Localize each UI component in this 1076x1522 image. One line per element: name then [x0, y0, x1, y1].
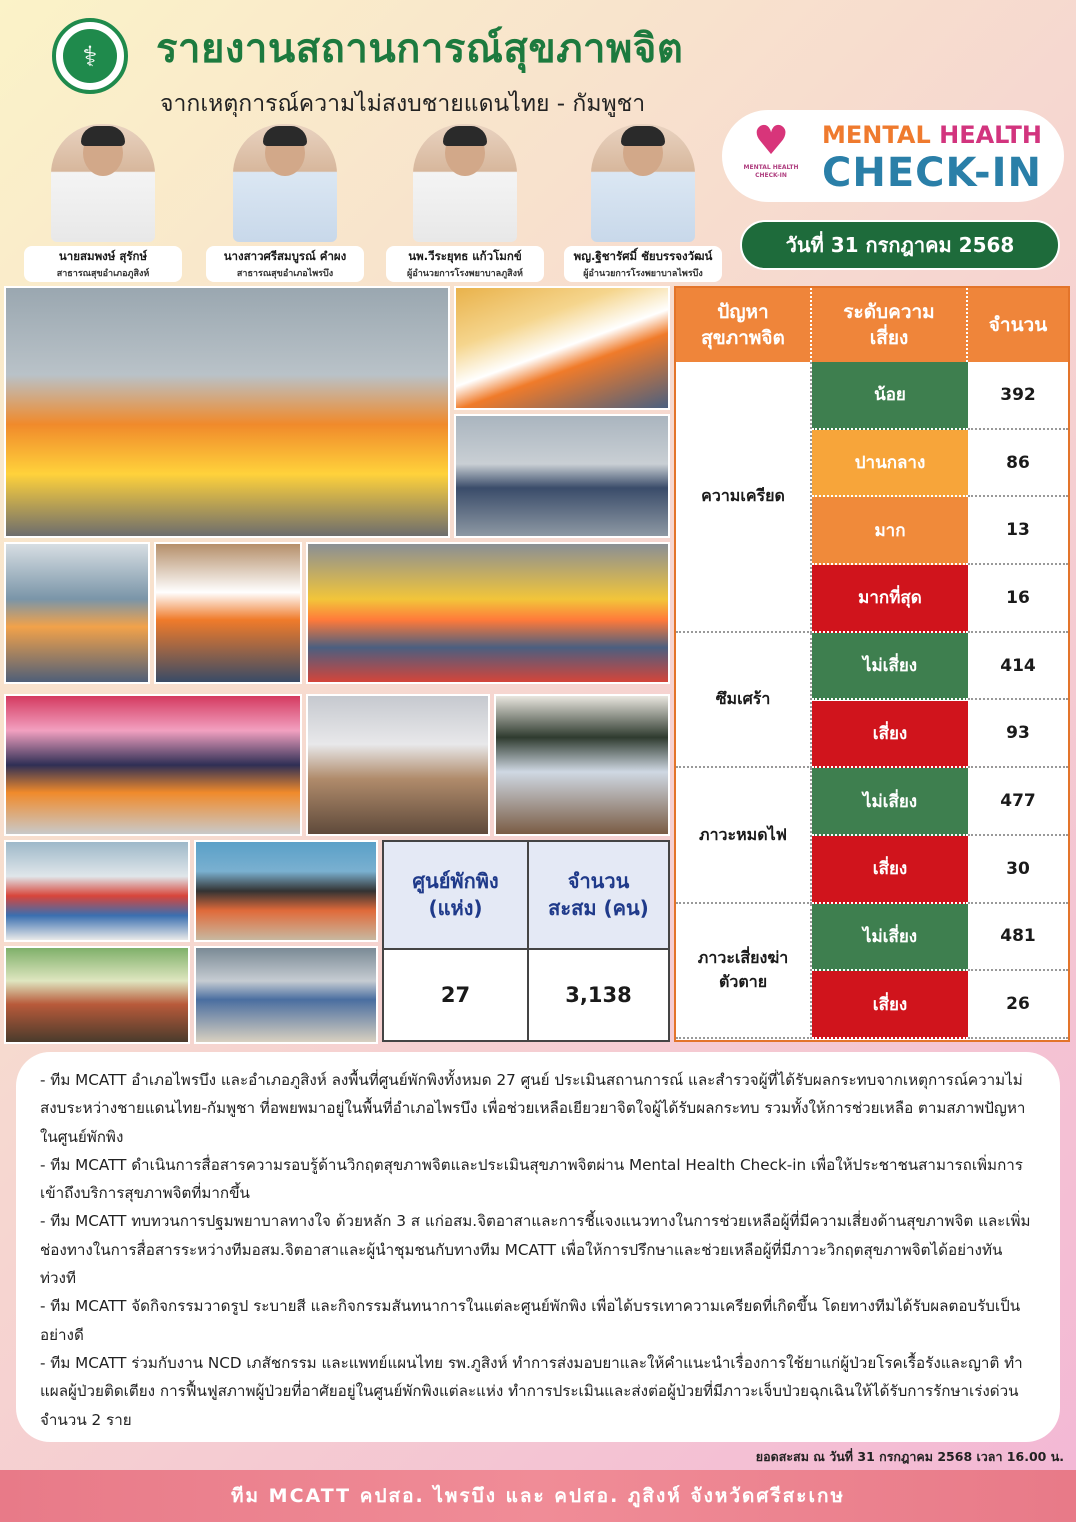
official-name: นพ.วีระยุทธ แก้วโมกข์: [408, 249, 522, 263]
official-name: นางสาวศรีสมบูรณ์ คำผง: [223, 249, 347, 263]
risk-level: ไม่เสี่ยง: [812, 768, 968, 836]
category-line: ภาวะหมดไฟ: [699, 824, 787, 844]
activity-photo: [494, 694, 670, 836]
category-line: ซึมเศร้า: [715, 689, 771, 709]
header-line: ศูนย์พักพิง: [412, 869, 499, 893]
people-count-value: 3,138: [565, 983, 632, 1007]
header-line: ระดับความ: [843, 301, 935, 323]
risk-count: 16: [968, 565, 1068, 633]
header-line: เสี่ยง: [869, 327, 909, 349]
caduceus-icon: ⚕: [63, 29, 117, 83]
heart-brain-icon: ♥: [753, 118, 789, 164]
official-card: [24, 124, 182, 282]
header-line: จำนวน: [988, 314, 1048, 336]
risk-category: [676, 633, 812, 768]
note-item: - ทีม MCATT ดำเนินการสื่อสารความรอบรู้ด้านวิกฤตสุขภาพจิตและประเมินสุขภาพจิตผ่าน Mental Health Check-in เพื่อให้ประชาชนสามารถเพิ่มการเข้าถึงบริการสุขภาพจิตที่มากขึ้น: [40, 1155, 1023, 1203]
risk-category: [676, 768, 812, 903]
header-line: จำนวน: [567, 869, 630, 893]
activity-photo: [454, 414, 670, 538]
risk-count: 481: [968, 904, 1068, 972]
risk-level: มาก: [812, 497, 968, 565]
risk-count: 26: [968, 971, 1068, 1039]
footer-banner: ทีม MCATT คปสอ. ไพรบึง และ คปสอ. ภูสิงห์ จังหวัดศรีสะเกษ: [0, 1470, 1076, 1522]
risk-count: 86: [968, 430, 1068, 498]
official-name: พญ.ฐิชารัศมิ์ ชัยบรรจงวัฒน์: [573, 249, 713, 263]
official-name: นายสมพงษ์ สุรักษ์: [58, 249, 148, 263]
note-item: - ทีม MCATT ร่วมกับงาน NCD เภสัชกรรม และแพทย์แผนไทย รพ.ภูสิงห์ ทำการส่งมอบยาและให้คำแนะนำเรื่องการใช้ยาแก่ผู้ป่วยโรคเรื้อรังและญาติ ทำแผลผู้ป่วยติดเตียง การฟื้นฟูสภาพผู้ป่วยที่อาศัยอยู่ในศูนย์พักพิงแต่ละแห่ง ทำการประเมินและส่งต่อผู้ป่วยที่มีภาวะเจ็บป่วยฉุกเฉินให้ได้รับการรักษาเร่งด่วน จำนวน 2 ราย: [40, 1353, 1023, 1429]
official-photo: [51, 124, 155, 242]
note-item: - ทีม MCATT อำเภอไพรบึง และอำเภอภูสิงห์ ลงพื้นที่ศูนย์พักพิงทั้งหมด 27 ศูนย์ ประเมินสถานการณ์ และสำรวจผู้ที่ได้รับผลกระทบจากเหตุการณ์ความไม่สงบระหว่างชายแดนไทย-กัมพูชา ที่อพยพมาอยู่ในพื้นที่อำเภอไพรบึง เพื่อช่วยเหลือเยียวยาจิตใจผู้ได้รับผลกระทบ รวมทั้งให้การช่วยเหลือ ตามสภาพปัญหาในศูนย์พักพิง: [40, 1071, 1026, 1146]
activity-photo: [306, 694, 490, 836]
shelter-summary-table: [382, 840, 670, 1042]
risk-level: ปานกลาง: [812, 430, 968, 498]
risk-level: เสี่ยง: [812, 836, 968, 904]
checkin-title-bottom: CHECK-IN: [822, 150, 1042, 196]
checkin-logo-text: MENTAL HEALTH CHECK-IN: [743, 164, 799, 179]
checkin-word-mental: MENTAL: [822, 121, 931, 149]
activity-photo: [154, 542, 302, 684]
risk-category: [676, 904, 812, 1039]
header-line: ปัญหา: [717, 301, 769, 323]
category-line: ภาวะเสี่ยงฆ่า: [697, 948, 789, 968]
summary-notes: [16, 1052, 1060, 1442]
official-photo: [591, 124, 695, 242]
activity-photo: [4, 542, 150, 684]
shelter-count-value: 27: [384, 950, 529, 1040]
official-card: [564, 124, 722, 282]
ministry-logo: [52, 18, 128, 94]
checkin-title-top: [822, 121, 1042, 149]
activity-photo: [194, 946, 378, 1044]
risk-level: เสี่ยง: [812, 701, 968, 769]
note-item: - ทีม MCATT จัดกิจกรรมวาดรูป ระบายสี และกิจกรรมสันทนาการในแต่ละศูนย์พักพิง เพื่อได้บรรเทาความเครียดที่เกิดขึ้น โดยทางทีมได้รับผลตอบรับเป็นอย่างดี: [40, 1297, 1021, 1344]
risk-count: 477: [968, 768, 1068, 836]
risk-level: น้อย: [812, 362, 968, 430]
page-subtitle: จากเหตุการณ์ความไม่สงบชายแดนไทย - กัมพูชา: [160, 91, 646, 117]
activity-photo: [454, 286, 670, 410]
risk-count: 13: [968, 497, 1068, 565]
official-card: [206, 124, 364, 282]
note-item: - ทีม MCATT ทบทวนการปฐมพยาบาลทางใจ ด้วยหลัก 3 ส แก่อสม.จิตอาสาและการชี้แจงแนวทางในการช่วยเหลือผู้ที่มีความเสี่ยงด้านสุขภาพจิต และเพิ่มช่องทางในการสื่อสารระหว่างทีมอสม.จิตอาสาและผู้นำชุมชนกับทางทีม MCATT เพื่อให้การปรึกษาและช่วยเหลือผู้ที่มีภาวะวิกฤตสุขภาพจิตได้อย่างทันท่วงที: [40, 1212, 1031, 1288]
risk-level: มากที่สุด: [812, 565, 968, 633]
checkin-logo: [740, 118, 802, 190]
activity-photo: [4, 946, 190, 1044]
header-line: สุขภาพจิต: [701, 327, 785, 349]
official-role: ผู้อำนวยการโรงพยาบาลไพรบึง: [583, 269, 703, 279]
official-card: [386, 124, 544, 282]
activity-photo: [4, 286, 450, 538]
checkin-word-health: HEALTH: [939, 121, 1042, 149]
shelter-count-header: [384, 842, 529, 950]
risk-count: 93: [968, 701, 1068, 769]
as-of-timestamp: ยอดสะสม ณ วันที่ 31 กรกฎาคม 2568 เวลา 16.00 น.: [755, 1449, 1064, 1464]
risk-level: เสี่ยง: [812, 971, 968, 1039]
risk-category: [676, 362, 812, 633]
header-line: สะสม (คน): [548, 896, 649, 920]
header-count: [968, 288, 1068, 362]
official-role: ผู้อำนวยการโรงพยาบาลภูสิงห์: [407, 269, 523, 279]
risk-count: 392: [968, 362, 1068, 430]
mental-health-stats-table: [674, 286, 1070, 1042]
category-line: ความเครียด: [701, 486, 785, 506]
people-count-header: [529, 842, 668, 950]
header-line: (แห่ง): [428, 896, 483, 920]
category-line: ตัวตาย: [718, 972, 768, 992]
risk-level: ไม่เสี่ยง: [812, 633, 968, 701]
report-date: วันที่ 31 กรกฎาคม 2568: [740, 220, 1060, 270]
official-photo: [413, 124, 517, 242]
risk-level: ไม่เสี่ยง: [812, 904, 968, 972]
risk-count: 30: [968, 836, 1068, 904]
page-title: รายงานสถานการณ์สุขภาพจิต: [156, 26, 684, 72]
activity-photo: [194, 840, 378, 942]
header-problem: [676, 288, 812, 362]
activity-photo: [4, 840, 190, 942]
header-level: [812, 288, 968, 362]
risk-count: 414: [968, 633, 1068, 701]
activity-photo: [306, 542, 670, 684]
official-role: สาธารณสุขอำเภอภูสิงห์: [56, 269, 150, 279]
official-role: สาธารณสุขอำเภอไพรบึง: [236, 269, 334, 279]
official-photo: [233, 124, 337, 242]
activity-photo: [4, 694, 302, 836]
